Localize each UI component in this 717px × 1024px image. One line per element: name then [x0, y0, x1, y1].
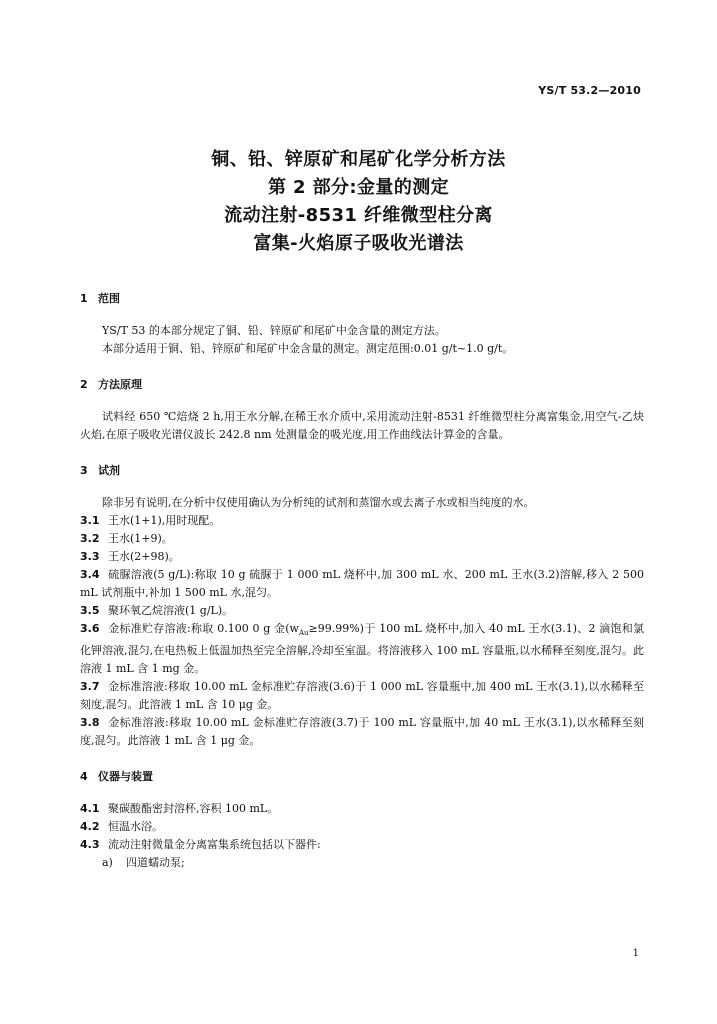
title-line-4: 富集-火焰原子吸收光谱法 [253, 233, 464, 254]
clause-3-5 [80, 602, 644, 620]
clause-text: 恒温水浴。 [108, 820, 163, 834]
clause-text: 金标准溶液:移取 10.00 mL 金标准贮存溶液(3.6)于 1 000 mL 容量瓶中,加 400 mL 王水(3.1),以水稀释至刻度,混匀。此溶液 1 mL 含 10 μg 金。 [80, 680, 644, 712]
clause-text-start: 金标准贮存溶液:称取 0.100 0 g 金(w [108, 622, 299, 635]
clause-number: 3.2 [80, 532, 100, 545]
subclause-text: 四道蠕动泵; [126, 856, 185, 870]
section-title: 方法原理 [98, 378, 142, 391]
section-number: 2 [80, 378, 88, 391]
clause-number: 3.7 [80, 680, 100, 694]
section-1-paragraph-2: 本部分适用于铜、铅、锌原矿和尾矿中金含量的测定。测定范围:0.01 g/t~1.0 g/t。 [102, 342, 514, 355]
section-2-heading [80, 376, 644, 394]
gold-subscript: Au [298, 629, 309, 638]
clause-text: 聚碳酸酯密封溶杯,容积 100 mL。 [108, 802, 279, 816]
page-number: 1 [632, 948, 639, 959]
clause-3-2 [80, 530, 644, 548]
clause-3-8 [80, 714, 644, 750]
clause-number: 3.5 [80, 604, 100, 617]
subclause-marker: a) [102, 856, 113, 870]
clause-text: 王水(2+98)。 [108, 550, 180, 563]
document-body [80, 290, 644, 872]
section-number: 1 [80, 292, 88, 305]
clause-3-1 [80, 512, 644, 530]
clause-number: 4.1 [80, 802, 100, 816]
section-4-heading [80, 768, 644, 786]
clause-3-3 [80, 548, 644, 566]
clause-text: 流动注射微量金分离富集系统包括以下器件: [108, 838, 321, 852]
section-1-heading [80, 290, 644, 308]
clause-number: 3.1 [80, 514, 100, 527]
clause-4-2 [80, 818, 644, 836]
clause-3-7 [80, 678, 644, 714]
clause-number: 3.3 [80, 550, 100, 563]
standard-code: YS/T 53.2—2010 [538, 84, 641, 97]
clause-text: 聚环氧乙烷溶液(1 g/L)。 [108, 604, 234, 617]
clause-text: 王水(1+1),用时现配。 [108, 514, 221, 527]
clause-3-4 [80, 566, 644, 602]
section-number: 3 [80, 464, 88, 477]
clause-4-3-a [80, 854, 644, 872]
section-1-paragraph-1: YS/T 53 的本部分规定了铜、铅、锌原矿和尾矿中金含量的测定方法。 [102, 324, 446, 337]
clause-text-end: ≥99.99%)于 100 mL 烧杯中,加入 40 mL 王水(3.1)、2 滴饱和氯化钾溶液,混匀,在电热板上低温加热至完全溶解,冷却至室温。将溶液移入 100 mL 容量瓶,以水稀释至刻度,混匀。此溶液 1 mL 含 1 mg 金。 [80, 622, 644, 676]
section-2-paragraph-1: 试料经 650 ℃焙烧 2 h,用王水分解,在稀王水介质中,采用流动注射-8531 纤维微型柱分离富集金,用空气-乙炔火焰,在原子吸收光谱仪波长 242.8 nm 处测量金的吸光度,用工作曲线法计算金的含量。 [80, 410, 644, 441]
clause-number: 3.6 [80, 622, 100, 635]
document-title [0, 146, 717, 258]
clause-number: 4.3 [80, 838, 100, 852]
clause-number: 4.2 [80, 820, 100, 834]
section-3-heading [80, 462, 644, 480]
section-number: 4 [80, 770, 88, 784]
clause-3-6 [80, 620, 644, 678]
section-title: 范围 [98, 292, 120, 305]
title-line-1: 铜、铅、锌原矿和尾矿化学分析方法 [211, 149, 506, 170]
clause-number: 3.4 [80, 568, 100, 581]
clause-4-3 [80, 836, 644, 854]
clause-number: 3.8 [80, 716, 100, 730]
title-line-2: 第 2 部分:金量的测定 [267, 177, 450, 198]
section-title: 仪器与装置 [98, 770, 153, 784]
clause-text: 金标准溶液:移取 10.00 mL 金标准贮存溶液(3.7)于 100 mL 容量瓶中,加 40 mL 王水(3.1),以水稀释至刻度,混匀。此溶液 1 mL 含 1 μg 金。 [80, 716, 644, 748]
clause-4-1 [80, 800, 644, 818]
clause-text: 硫脲溶液(5 g/L):称取 10 g 硫脲于 1 000 mL 烧杯中,加 300 mL 水、200 mL 王水(3.2)溶解,移入 2 500 mL 试剂瓶中,补加 1 500 mL 水,混匀。 [80, 568, 644, 599]
title-line-3: 流动注射-8531 纤维微型柱分离 [224, 205, 493, 226]
section-3-intro: 除非另有说明,在分析中仅使用确认为分析纯的试剂和蒸馏水或去离子水或相当纯度的水。 [102, 496, 535, 509]
section-title: 试剂 [98, 464, 120, 477]
clause-text: 王水(1+9)。 [108, 532, 173, 545]
